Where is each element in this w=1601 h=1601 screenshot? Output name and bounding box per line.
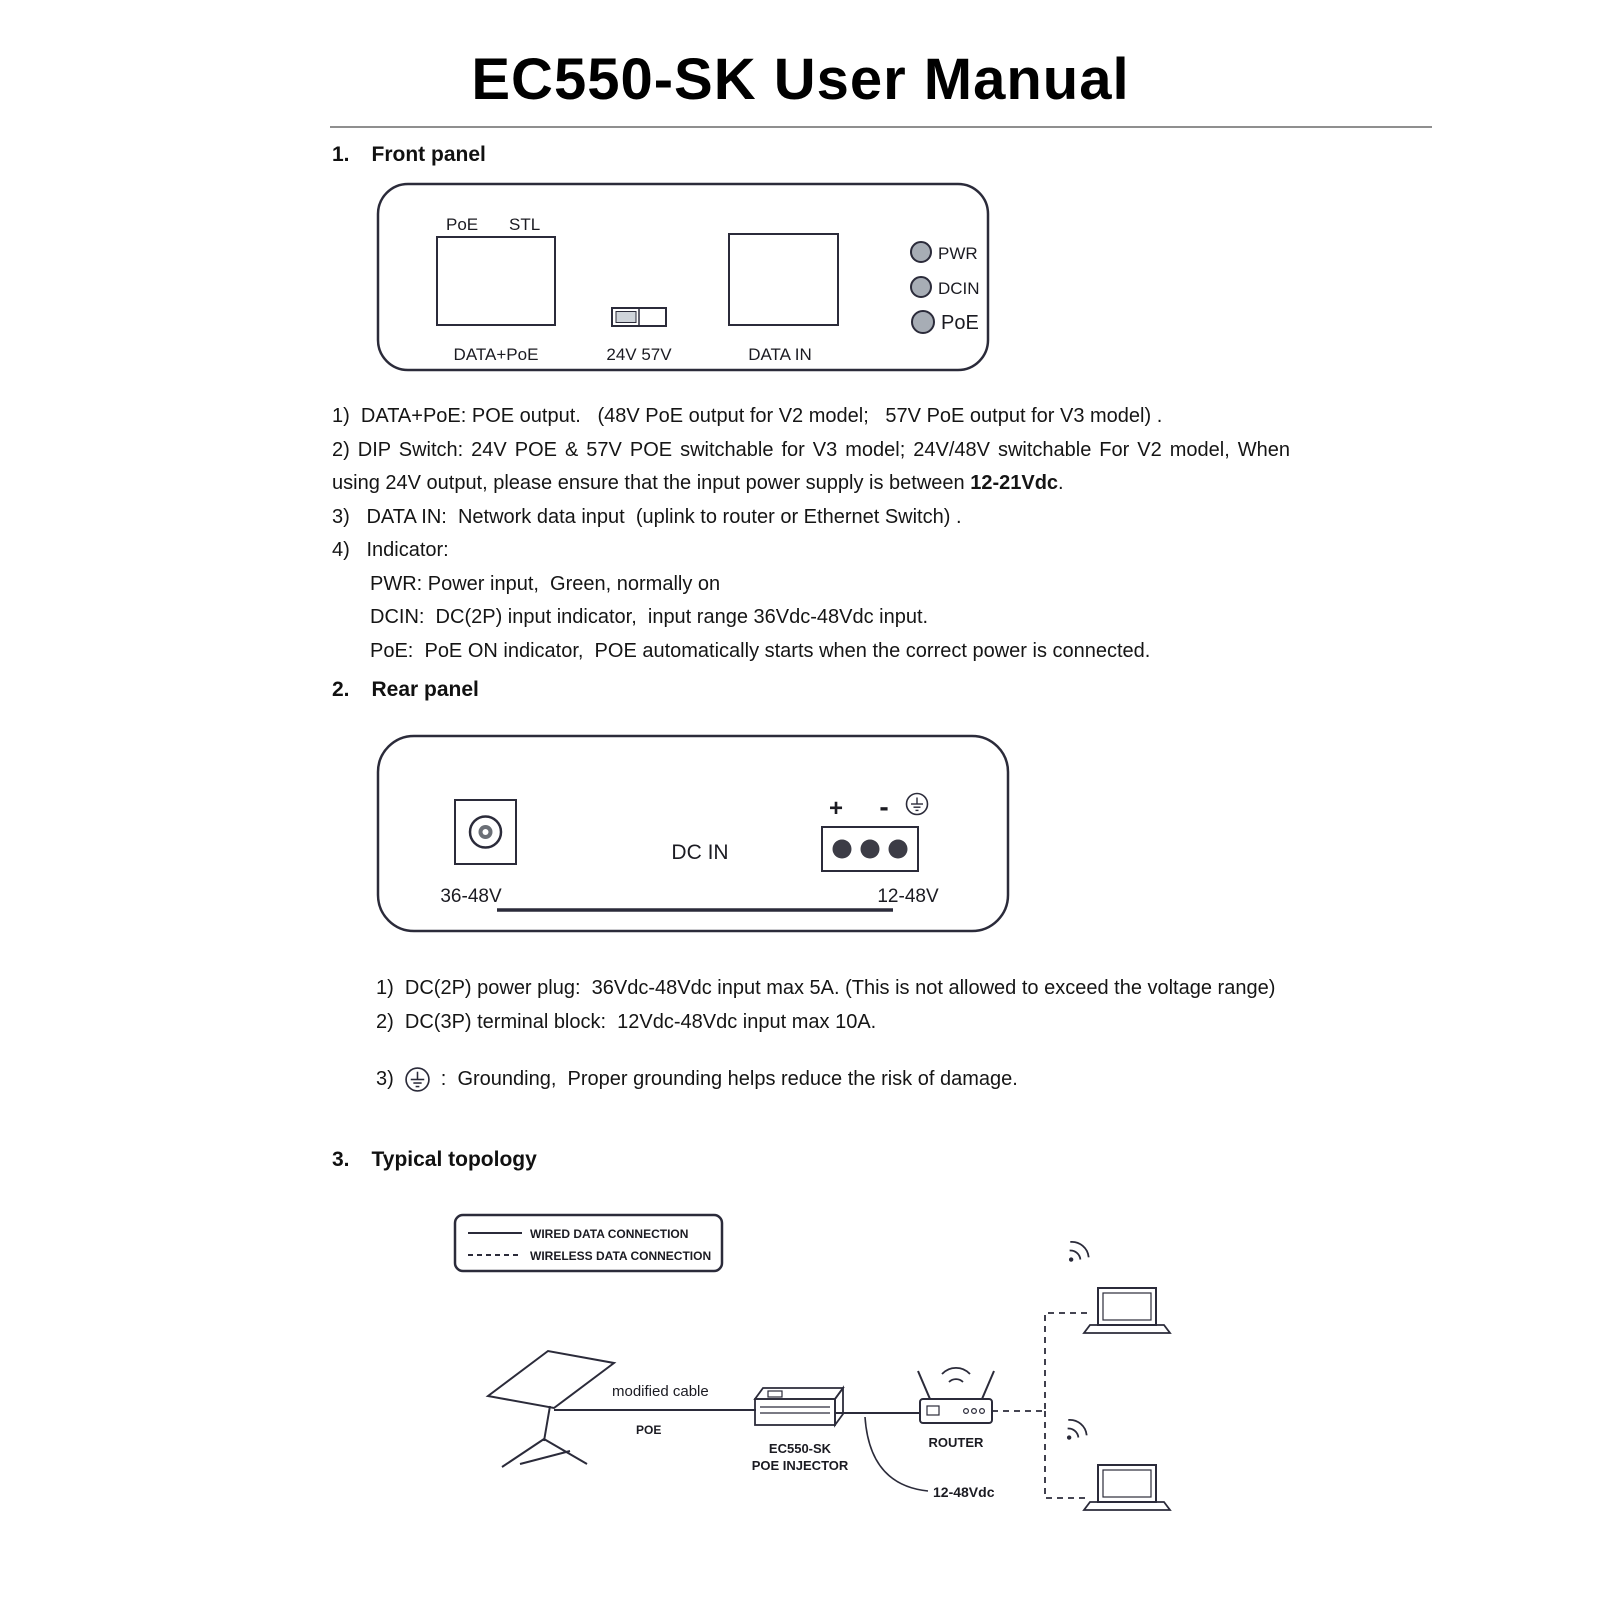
note-grounding-text: : Grounding, Proper grounding helps reduce the risk of damage. (440, 1068, 1018, 1090)
note-grounding (376, 1063, 1294, 1097)
led-pwr-label: PWR (938, 244, 978, 263)
note-dcin: DCIN: DC(2P) input indicator, input range 36Vdc-48Vdc input. (370, 606, 929, 628)
note-dip-bold: 12-21Vdc (970, 472, 1059, 494)
note-data-in: 3) DATA IN: Network data input (uplink to router or Ethernet Switch) . (332, 505, 962, 528)
section-1-number: 1. (332, 143, 350, 166)
data-poe-port (437, 237, 555, 325)
led-poe (912, 311, 934, 333)
front-panel-diagram (376, 182, 992, 374)
terminal-ground-icon (907, 794, 928, 815)
rear-panel-diagram (376, 734, 1012, 936)
page-title: EC550-SK User Manual (471, 47, 1130, 112)
section-2-label: Rear panel (371, 678, 479, 701)
laptop-top-icon (1084, 1288, 1170, 1333)
modified-cable-label: modified cable (612, 1383, 709, 1400)
note-dc2p: 1) DC(2P) power plug: 36Vdc-48Vdc input max 5A. (This is not allowed to exceed the voltage range) (376, 977, 1276, 999)
title-divider (330, 126, 1432, 128)
note-poe: PoE: PoE ON indicator, POE automatically starts when the correct power is connected. (370, 639, 1151, 662)
wireless-links (992, 1313, 1090, 1498)
power-input-curve (865, 1417, 928, 1491)
dip-switch (612, 308, 666, 326)
data-in-port (729, 234, 838, 325)
front-panel-notes (332, 400, 1290, 668)
dc-in-label: DC IN (671, 841, 729, 864)
section-3-label: Typical topology (371, 1148, 537, 1171)
ground-icon (404, 1066, 431, 1093)
led-pwr (911, 242, 931, 262)
wifi-bottom-icon (1059, 1416, 1090, 1447)
dip-switch-label: 24V 57V (606, 345, 672, 364)
router-icon (918, 1368, 994, 1423)
jack-voltage-label: 36-48V (440, 886, 502, 907)
terminal-plus-label: + (828, 795, 844, 822)
injector-name-label: EC550-SK (768, 1441, 832, 1456)
legend-box (455, 1215, 722, 1271)
note-pwr: PWR: Power input, Green, normally on (370, 572, 721, 595)
poe-cable-label: POE (636, 1423, 662, 1437)
rear-panel-notes (376, 972, 1294, 1097)
section-2-heading (332, 678, 479, 702)
topology-diagram (450, 1203, 1210, 1598)
power-label: 12-48Vdc (933, 1484, 995, 1500)
note-data-poe: 1) DATA+PoE: POE output. (48V PoE output for V2 model; 57V PoE output for V3 model) . (332, 405, 1163, 427)
stl-port-label: STL (509, 215, 541, 234)
data-poe-label: DATA+PoE (453, 345, 539, 364)
note-dip-period: . (1058, 472, 1064, 494)
note-indicator: 4) Indicator: (332, 539, 449, 561)
wifi-top-icon (1061, 1238, 1092, 1269)
terminal-voltage-label: 12-48V (877, 886, 939, 907)
led-dcin-label: DCIN (938, 279, 980, 298)
data-in-label: DATA IN (748, 345, 812, 364)
legend-wireless-label: WIRELESS DATA CONNECTION (530, 1249, 712, 1263)
poe-injector-icon (755, 1388, 843, 1425)
dc-barrel-jack (455, 800, 516, 864)
legend-wired-label: WIRED DATA CONNECTION (530, 1227, 689, 1241)
section-1-label: Front panel (371, 143, 486, 166)
section-1-heading (332, 143, 486, 167)
terminal-minus-label: - (879, 791, 889, 822)
note-dip-text: 2) DIP Switch: 24V POE & 57V POE switchable for V3 model; 24V/48V switchable For V2 model, When using 24V output, please ensure that the input power supply is between (332, 438, 1290, 494)
section-3-number: 3. (332, 1148, 350, 1171)
led-dcin (911, 277, 931, 297)
section-3-heading (332, 1148, 537, 1172)
router-label: ROUTER (928, 1435, 984, 1450)
injector-type-label: POE INJECTOR (751, 1458, 849, 1473)
note-grounding-number: 3) (376, 1068, 394, 1090)
poe-port-label: PoE (446, 215, 479, 234)
note-dip-switch (332, 434, 1290, 501)
terminal-block (822, 827, 918, 871)
section-2-number: 2. (332, 678, 350, 701)
laptop-bottom-icon (1084, 1465, 1170, 1510)
front-panel-outline (378, 184, 988, 370)
note-dc3p: 2) DC(3P) terminal block: 12Vdc-48Vdc input max 10A. (376, 1010, 877, 1033)
led-poe-label: PoE (941, 312, 979, 334)
